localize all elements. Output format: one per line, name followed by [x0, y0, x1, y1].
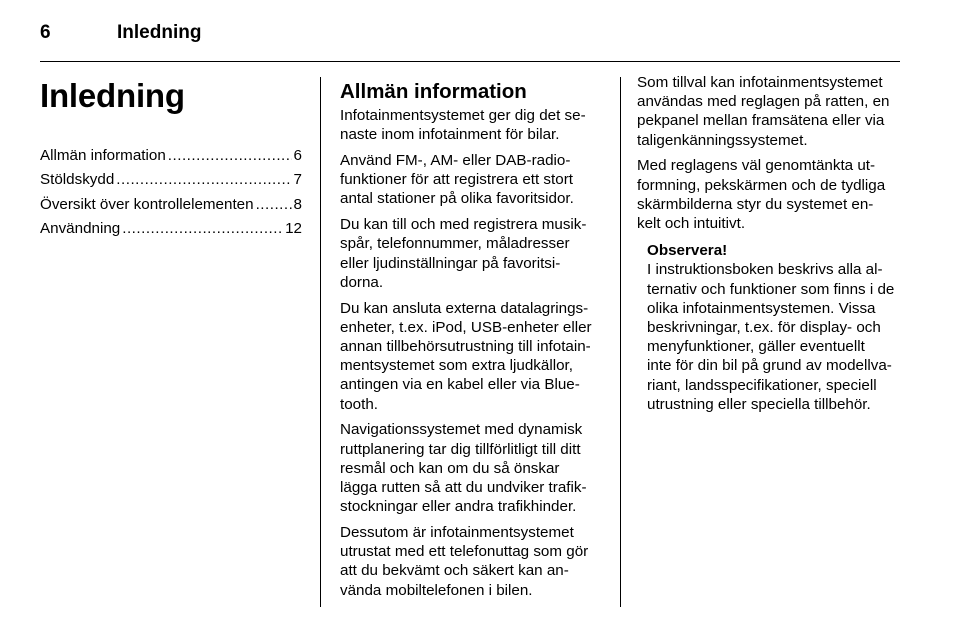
main-column	[340, 62, 604, 606]
right-column	[637, 62, 900, 414]
paragraph: Med reglagens väl genomtänkta ut- formning, pekskärmen och de tydliga skärmbilderna styr du systemet en- kelt och intuitivt.	[637, 157, 886, 233]
toc-entry-allman-information[interactable]	[40, 146, 302, 170]
toc-entry-anvandning[interactable]	[40, 219, 302, 243]
toc-leader-dots	[116, 170, 291, 189]
paragraph: Navigationssystemet med dynamisk ruttplanering tar dig tillförlitligt till ditt resmål och kan om du så önskar lägga rutten så att du undviker trafik- stockningar eller andra trafikhinder.	[340, 421, 587, 516]
toc-entry-stoldskydd[interactable]	[40, 170, 302, 194]
toc-entry-oversikt[interactable]	[40, 195, 302, 219]
toc-entry-label: Stöldskydd	[40, 171, 115, 189]
toc-column	[40, 62, 302, 244]
paragraph: Du kan ansluta externa datalagrings- enheter, t.ex. iPod, USB-enheter eller annan tillbehörsutrustning till infotain- mentsystemet som extra ljudkällor, antingen via en kabel eller via Blue- tooth.	[340, 299, 592, 413]
paragraph: Dessutom är infotainmentsystemet utrustat med ett telefonuttag som gör att du bekvämt och säkert kan an- vända mobiltelefonen i bilen.	[340, 524, 589, 599]
page-number: 6	[40, 22, 51, 43]
toc-entry-label: Användning	[40, 220, 121, 238]
paragraph: Infotainmentsystemet ger dig det se- naste inom infotainment för bilar.	[340, 107, 586, 144]
toc-entry-page: 7	[293, 171, 302, 189]
chapter-title: Inledning	[40, 77, 185, 114]
toc-leader-dots	[168, 146, 292, 165]
table-of-contents	[40, 146, 302, 244]
toc-leader-dots	[122, 219, 283, 238]
section-title: Allmän information	[340, 80, 527, 103]
column-divider-right	[620, 77, 621, 607]
note-text: I instruktionsboken beskrivs alla al- ternativ och funktioner som finns i de olika infotainmentsystemen. Vissa beskrivningar, t.ex. för display- och menyfunktioner, gäller eventuellt inte för din bil på grund av modellva- riant, landsspecifikationer, speciell utrustning eller speciella tillbehör.	[647, 261, 895, 413]
column-divider-left	[320, 77, 321, 607]
page-header	[40, 18, 900, 48]
running-title: Inledning	[117, 22, 202, 43]
paragraph: Du kan till och med registrera musik- spår, telefonnummer, måladresser eller ljudinställningar på favoritsi- dorna.	[340, 216, 587, 291]
toc-entry-page: 6	[293, 147, 302, 164]
note-box	[647, 241, 900, 414]
toc-entry-label: Allmän information	[40, 147, 166, 164]
toc-entry-page: 12	[285, 220, 302, 238]
paragraph: Som tillval kan infotainmentsystemet användas med reglagen på ratten, en pekpanel mellan framsätena eller via taligenkänningssystemet.	[637, 74, 890, 149]
note-heading: Observera!	[647, 242, 728, 260]
toc-leader-dots	[256, 195, 292, 214]
toc-entry-label: Översikt över kontrollelementen	[40, 195, 254, 213]
paragraph: Använd FM-, AM- eller DAB-radio- funktioner för att registrera ett stort antal stationer på olika favoritsidor.	[340, 152, 574, 208]
toc-entry-page: 8	[293, 195, 302, 213]
